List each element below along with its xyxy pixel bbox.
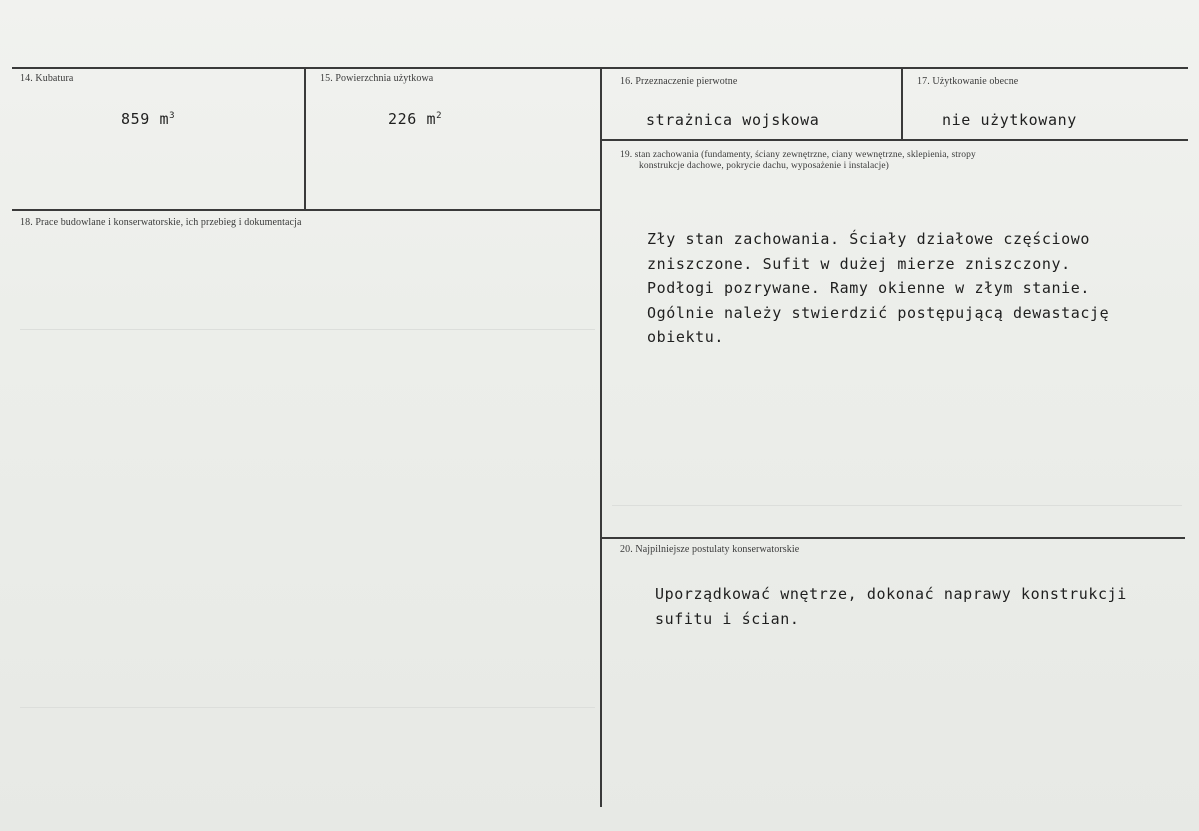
- field-19-label-line2: konstrukcje dachowe, pokrycie dachu, wyposażenie i instalacje): [639, 161, 889, 171]
- divider-16-17: [901, 67, 903, 139]
- field-14-label: 14. Kubatura: [20, 73, 74, 84]
- field-15-label: 15. Powierzchnia użytkowa: [320, 73, 434, 84]
- field-15-unit-sup: 2: [436, 111, 443, 121]
- field-20-label: 20. Najpilniejsze postulaty konserwatorskie: [620, 544, 800, 555]
- field-15-number: 226 m: [388, 110, 437, 128]
- field-15-value: [388, 110, 442, 128]
- field-17-label: 17. Użytkowanie obecne: [917, 76, 1019, 87]
- field-14-number: 859 m: [121, 110, 170, 128]
- rule-under-16-17: [602, 139, 1188, 141]
- field-17-value: nie użytkowany: [942, 111, 1077, 129]
- rule-under-14-15: [12, 209, 602, 211]
- field-16-value: strażnica wojskowa: [646, 111, 820, 129]
- faint-rule: [20, 707, 595, 708]
- field-16-label: 16. Przeznaczenie pierwotne: [620, 76, 738, 87]
- rule-above-20: [602, 537, 1185, 539]
- faint-rule: [612, 505, 1182, 506]
- divider-14-15: [304, 67, 306, 210]
- field-20-value: Uporządkować wnętrze, dokonać naprawy konstrukcji sufitu i ścian.: [655, 585, 1127, 628]
- field-14-unit-sup: 3: [169, 111, 176, 121]
- field-19-label-line1: 19. stan zachowania (fundamenty, ściany zewnętrzne, ciany wewnętrzne, sklepienia, stropy: [620, 150, 976, 160]
- main-vertical-divider: [600, 67, 602, 807]
- field-14-value: [121, 110, 175, 128]
- field-18-label: 18. Prace budowlane i konserwatorskie, ich przebieg i dokumentacja: [20, 217, 302, 228]
- field-19-value: Zły stan zachowania. Ściały działowe częściowo zniszczone. Sufit w dużej mierze zniszczony. Podłogi pozrywane. Ramy okienne w złym stanie. Ogólnie należy stwierdzić postępującą dewastację obiektu.: [647, 230, 1110, 346]
- faint-rule: [20, 329, 595, 330]
